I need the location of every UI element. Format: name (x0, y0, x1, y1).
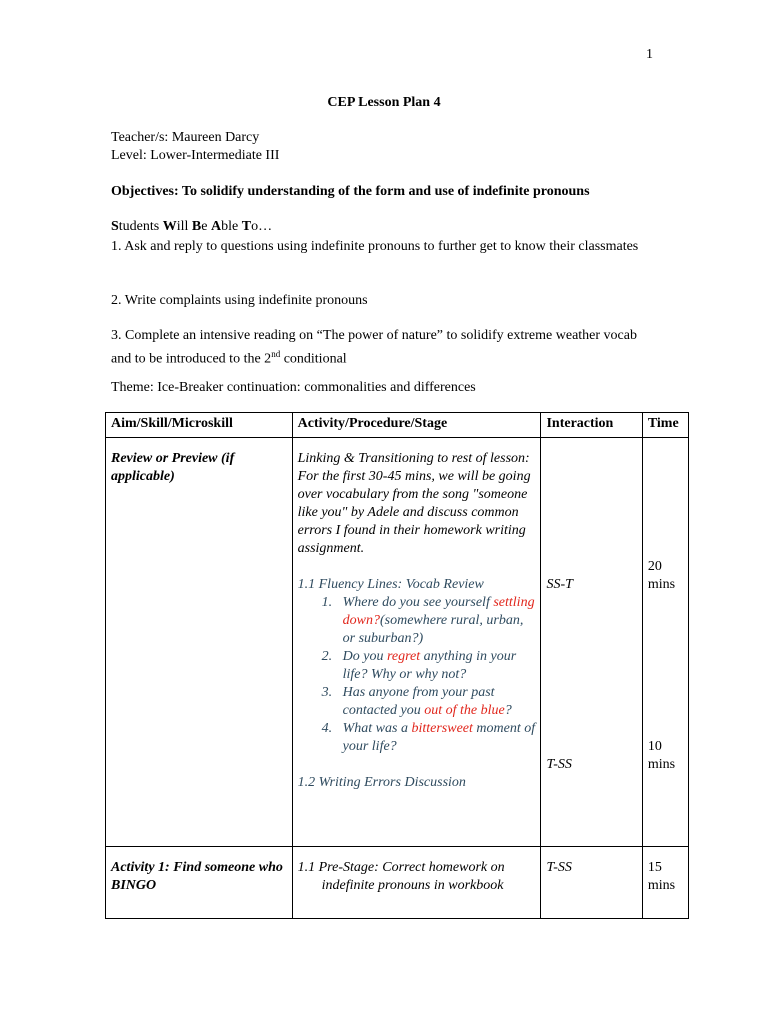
row1-interaction-2: T-SS (546, 757, 572, 772)
level-line: Level: Lower-Intermediate III (111, 148, 280, 163)
swbat-a: A (210, 219, 222, 234)
q3-text-b: ? (504, 703, 512, 718)
row1-interaction-1: SS-T (546, 577, 573, 592)
q4-highlight: bittersweet (411, 721, 473, 736)
q2-highlight: regret (386, 649, 421, 664)
swbat-heading (111, 219, 272, 235)
q2-text-b: anything in your life? Why or why not? (342, 649, 517, 682)
goal-3-text: 3. Complete an intensive reading on “The power of nature” to solidify extreme weather vocab and to be introduced to the 2 (111, 328, 637, 367)
question-list (298, 594, 536, 756)
q3-highlight: out of the blue (424, 703, 505, 718)
row2-activity-a: 1.1 Pre-Stage: Correct homework on (297, 860, 505, 875)
q3-number: 3. (321, 685, 333, 700)
page-number: 1 (646, 47, 653, 62)
row2-time-unit: mins (647, 878, 676, 893)
goal-2: 2. Write complaints using indefinite pronouns (111, 293, 368, 308)
row2-activity (292, 847, 541, 919)
goal-3 (111, 326, 651, 369)
row1-section1: 1.1 Fluency Lines: Vocab Review (297, 577, 484, 592)
swbat-a-rest: ble (221, 219, 242, 234)
swbat-s-rest: tudents (118, 219, 163, 234)
row1-section2: 1.2 Writing Errors Discussion (297, 775, 466, 790)
list-item (298, 648, 536, 684)
row1-time2-num: 10 (647, 739, 662, 754)
q2-text-a: Do you (342, 649, 387, 664)
swbat-b: B (191, 219, 202, 234)
goal-1: 1. Ask and reply to questions using indefinite pronouns to further get to know their classmates (111, 239, 639, 254)
header-interaction: Interaction (541, 413, 642, 438)
header-time: Time (642, 413, 688, 438)
row2-time-num: 15 (647, 860, 662, 875)
swbat-t-rest: o… (251, 219, 273, 234)
row2-aim: Activity 1: Find someone who BINGO (106, 847, 293, 919)
row2-interaction: T-SS (541, 847, 642, 919)
q1-highlight: settling down? (342, 595, 535, 628)
header-aim: Aim/Skill/Microskill (106, 413, 293, 438)
q4-text-b: moment of your life? (342, 721, 536, 754)
row1-activity (292, 438, 541, 847)
q4-text-a: What was a (342, 721, 412, 736)
table-row (106, 438, 689, 847)
list-item (298, 594, 536, 648)
objectives-line: Objectives: To solidify understanding of the form and use of indefinite pronouns (111, 184, 590, 199)
page-title: CEP Lesson Plan 4 (327, 95, 441, 110)
goal-3-tail: conditional (280, 351, 347, 367)
row1-aim: Review or Preview (if applicable) (106, 438, 293, 847)
row2-activity-b: indefinite pronouns in workbook (321, 878, 504, 893)
swbat-s: S (111, 219, 119, 234)
header-activity: Activity/Procedure/Stage (292, 413, 541, 438)
row1-time1-unit: mins (647, 577, 676, 592)
row2-time (642, 847, 688, 919)
table-row (106, 847, 689, 919)
row1-time2-unit: mins (647, 757, 676, 772)
swbat-b-rest: e (201, 219, 211, 234)
q4-number: 4. (321, 721, 333, 736)
list-item (298, 684, 536, 720)
q2-number: 2. (321, 649, 333, 664)
q1-text-a: Where do you see yourself (342, 595, 494, 610)
goal-3-superscript: nd (271, 349, 281, 359)
row1-time (642, 438, 688, 847)
q3-text-a: Has anyone from your past contacted you (342, 685, 495, 718)
lesson-table (105, 412, 689, 919)
row1-intro: Linking & Transitioning to rest of lesson: For the first 30-45 mins, we will be going over vocabulary from the song "someone like you" by Adele and discuss common errors I found in their homework writing assignment. (297, 451, 531, 556)
q1-text-b: (somewhere rural, urban, or suburban?) (342, 613, 524, 646)
swbat-t: T (241, 219, 252, 234)
table-header-row (106, 413, 689, 438)
row1-time1-num: 20 (647, 559, 662, 574)
teacher-line: Teacher/s: Maureen Darcy (111, 130, 260, 145)
q1-number: 1. (321, 595, 333, 610)
list-item (298, 720, 536, 756)
theme-line: Theme: Ice-Breaker continuation: commonalities and differences (111, 380, 476, 395)
row1-interaction (541, 438, 642, 847)
swbat-w-rest: ill (176, 219, 192, 234)
swbat-w: W (162, 219, 177, 234)
